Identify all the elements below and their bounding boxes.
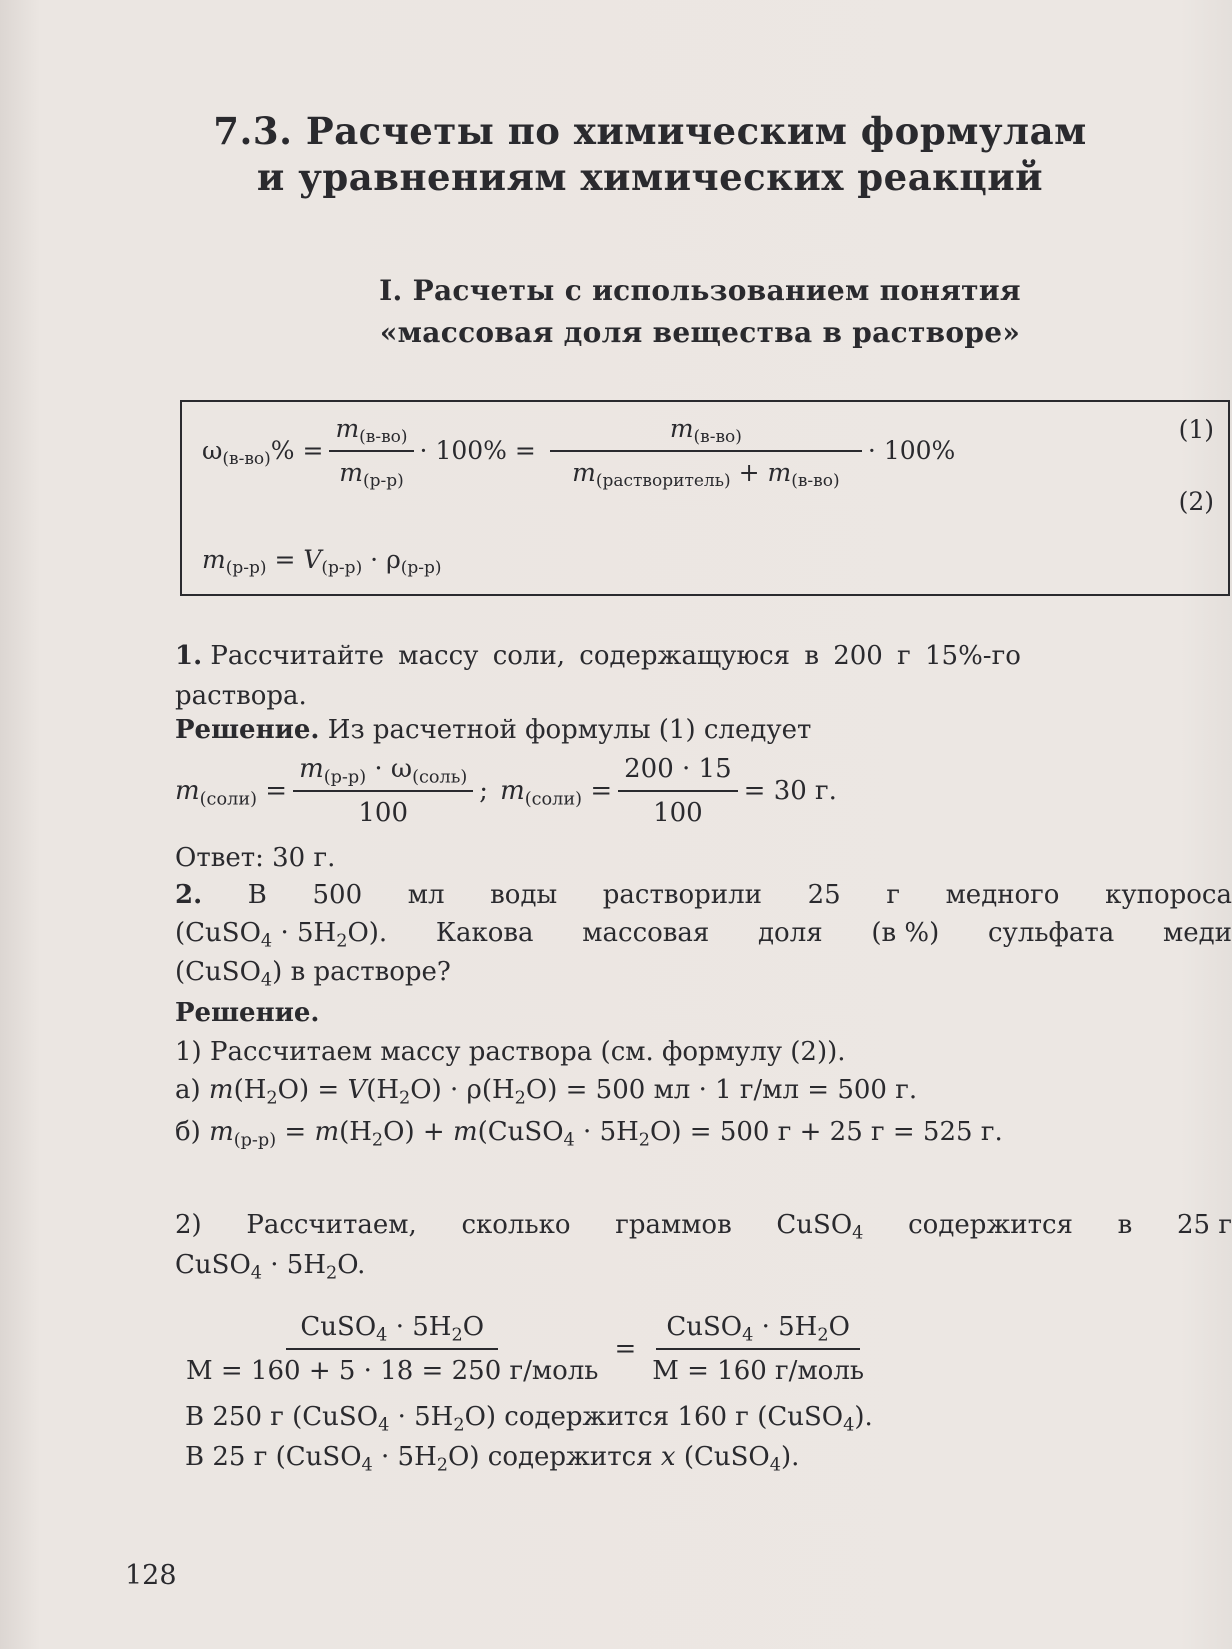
solution-label-2: Решение. [175, 998, 320, 1028]
line-250g: В 250 г (CuSO$_4$ · $5H_2O$) содержится 160 г (CuSO$_4$). [185, 1402, 873, 1436]
ratio-equation: $\frac{CuSO_4 \cdot 5H_2O}{\text{M = 160 + 5 · 18 = 250 г/моль}}$ = $\frac{CuSO_4 \cdot 5H_2O}{\text{M = 160 г/моль}}$ [180, 1310, 876, 1388]
problem1-text-a: Рассчитайте массу соли, содержащуюся в 200 г 15%-го [210, 641, 1021, 671]
problem1-answer: Ответ: 30 г. [175, 843, 336, 873]
problem1-solution [175, 710, 811, 750]
p1-fraction-2: $\frac{200 \cdot 15}{100}$ [618, 752, 738, 830]
solution-text-1: Из расчетной формулы (1) следует [327, 715, 812, 745]
problem2-step2-line2: CuSO$_4$ · $5H_2O$. [175, 1250, 366, 1284]
problem1-number: 1. [175, 641, 203, 671]
page-number: 128 [125, 1560, 177, 1591]
problem2-line2: (CuSO$_4$ · $5H_2O$). Какова массовая доля (в %) сульфата меди [175, 918, 1232, 952]
chapter-title [150, 108, 1150, 200]
section-heading [300, 270, 1100, 354]
formula-1 [202, 412, 955, 490]
f1-mid: · 100% = [419, 436, 536, 465]
line-25g: В 25 г (CuSO$_4$ · $5H_2O$) содержится x (CuSO$_4$). [185, 1442, 800, 1476]
problem2-line1: 2. В 500 мл воды растворили 25 г медного купороса [175, 880, 1232, 910]
section-heading-line2: «массовая доля вещества в растворе» [379, 316, 1021, 349]
ratio-fraction-1: $\frac{CuSO_4 \cdot 5H_2O}{\text{M = 160 + 5 · 18 = 250 г/моль}}$ [186, 1312, 599, 1386]
problem1-line2: раствора. [175, 681, 307, 711]
formula-label-2: (2) [1178, 487, 1214, 516]
f1-fraction-2: $\frac{m_{(в-во)}}{m_{(растворитель)} + m_{(в-во)}}$ [550, 412, 862, 490]
section-heading-line1: I. Расчеты с использованием понятия [379, 274, 1021, 307]
problem1-line1 [175, 636, 1232, 676]
problem2-step2: 2) Рассчитаем, сколько граммов CuSO$_4$ содержится в 25 г [175, 1210, 1232, 1244]
chapter-title-line2: и уравнениям химических реакций [256, 155, 1044, 199]
p1-fraction-1: $\frac{m_{(р-р)} \cdot \omega_{(соль)}}{100}$ [293, 752, 473, 830]
chapter-title-line1: 7.3. Расчеты по химическим формулам [213, 109, 1087, 153]
formula-box [180, 400, 1230, 596]
ratio-fraction-2: $\frac{CuSO_4 \cdot 5H_2O}{\text{M = 160 г/моль}}$ [652, 1312, 864, 1386]
formula-label-1: (1) [1178, 415, 1214, 444]
f1-end: · 100% [867, 436, 956, 465]
f1-lhs: $\omega_{(в-во)}\%$ = [202, 436, 324, 470]
problem2-step1a: а) $m(H_2O) = V(H_2O) \cdot \rho(H_2O) = 500$ мл · 1 г/мл = 500 г. [175, 1075, 918, 1109]
problem2-step1b: б) $m_{(р-р)} = m(H_2O)$ + m(CuSO$_4$ · $5H_2O) = 500$ г + 25 г = 525 г. [175, 1117, 1003, 1151]
f1-fraction-1: $\frac{m_{(в-во)}}{m_{(р-р)}}$ [329, 412, 413, 490]
problem2-step1: 1) Рассчитаем массу раствора (см. формулу (2)). [175, 1037, 846, 1067]
formula-2: $m_{(р-р)} = V_{(р-р)} \cdot \rho_{(р-р)}$ [202, 545, 442, 579]
problem2-line3: (CuSO$_4$) в растворе? [175, 957, 451, 991]
problem1-equation: $m_{(соли)}$ = $\frac{m_{(р-р)} \cdot \omega_{(соль)}}{100}$ ; $m_{(соли)}$ = $\frac{200 \cdot 15}{100}$ = 30 г. [175, 754, 837, 828]
solution-label-1: Решение. [175, 715, 320, 745]
